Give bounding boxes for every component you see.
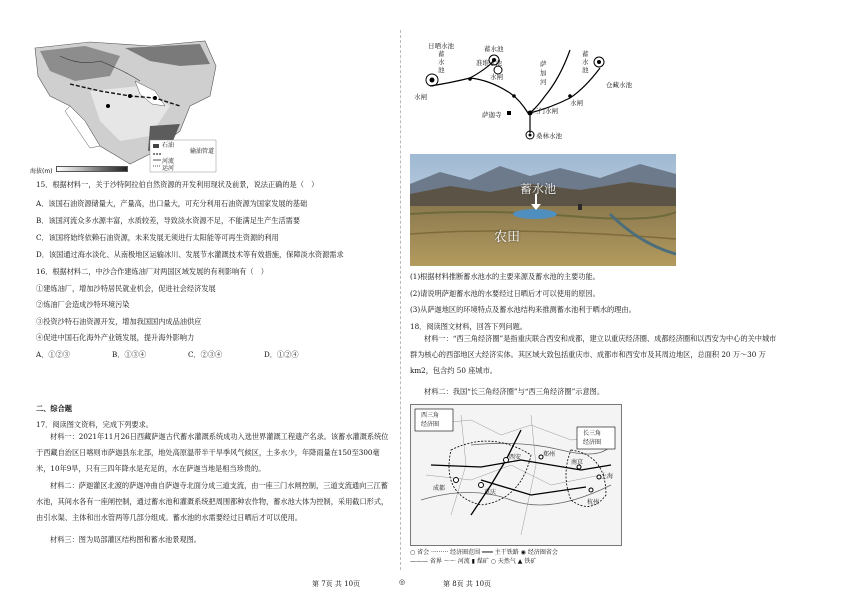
q17-task-1: (1)根据材料推断蓄水池水的主要来源及蓄水池的主要功能。 bbox=[410, 272, 600, 281]
reservoir-photo bbox=[410, 154, 676, 266]
legend-river: 河流 bbox=[162, 158, 175, 165]
label-gate-2: 水闸 bbox=[490, 73, 503, 81]
label-storage-pool-vertical: 蓄 水 池 bbox=[438, 50, 445, 74]
label-storage-pool: 蓄水池 bbox=[484, 45, 504, 53]
q17-task-3: (3)从萨迦地区的环境特点及蓄水池结构来推测蓄水池利于晒水的理由。 bbox=[410, 305, 636, 314]
label-gate-1: 水闸 bbox=[414, 93, 427, 101]
box-yangtze-triangle: 长三角 经济圈 bbox=[583, 430, 602, 446]
page-number-left: 第 7页 共 10页 bbox=[312, 580, 361, 588]
q17-task-2: (2)请说明萨迦蓄水池的水要经过日晒后才可以使用的原因。 bbox=[410, 289, 600, 298]
q17-stem: 17．阅读图文资料，完成下列要求。 bbox=[36, 420, 153, 429]
q16-option-c: C．②③④ bbox=[188, 350, 223, 359]
label-storage-pool-right: 蓄 水 池 bbox=[582, 50, 589, 74]
q17-material-1: 材料一：2021年11月26日西藏萨迦古代蓄水灌溉系统成功入选世界灌溉工程遗产名录。该蓄水灌溉系统位于西藏自治区日喀则市萨迦县东北部，地处高原温带半干旱季风气候区，土多水少，年降雨量在150至300毫米，10年9旱，只有三四年降水是充足的，水在萨迦当地是相当珍贵的。 bbox=[36, 432, 389, 473]
city-chongqing: 重庆 bbox=[484, 489, 497, 496]
q16-option-a: A．①②③ bbox=[36, 350, 70, 359]
q18-material-2: 材料二：我国“长三角经济圈”与“西三角经济圈”示意图。 bbox=[424, 387, 605, 396]
q16-item-4: ④促进中国石化海外产业链发展，提升海外影响力 bbox=[36, 333, 195, 342]
q15-option-d: D．该国通过海水淡化、从南极地区运输冰川、发展节水灌溉技术等有效措施，保障淡水资源需求 bbox=[36, 250, 344, 259]
label-gate-3: 水闸 bbox=[570, 99, 583, 107]
q16-item-3: ③投资沙特石油资源开发，增加我国国内成品油供应 bbox=[36, 317, 202, 326]
photo-label-pool: 蓄水池 bbox=[520, 182, 557, 196]
q16-stem: 16．根据材料二，中沙合作建炼油厂对两国区域发展的有利影响有（ ） bbox=[36, 267, 268, 276]
center-mark: ◎ bbox=[399, 578, 406, 586]
economic-zone-map bbox=[410, 404, 622, 546]
city-chengdu: 成都 bbox=[433, 485, 446, 492]
q17-material-3: 材料三：图为局部灌区结构图和蓄水池景观图。 bbox=[50, 535, 201, 544]
box-west-triangle: 西三角 经济圈 bbox=[421, 412, 440, 428]
elevation-scale bbox=[30, 163, 140, 175]
q15-option-b: B．该国河流众多水源丰富，水质较差，导致淡水资源不足，不能满足生产生活需要 bbox=[36, 216, 301, 225]
legend-oil: 石油 bbox=[162, 142, 175, 149]
label-sanmen-gate: 三门水闸 bbox=[532, 107, 558, 115]
legend-pipeline: 输油管道 bbox=[190, 148, 215, 155]
q15-option-a: A．该国石油资源储量大，产量高，出口量大，可充分利用石油资源为国家发展的基础 bbox=[36, 199, 308, 208]
city-zhengzhou: 郑州 bbox=[543, 451, 556, 458]
label-sanglin-pool: 桑林水池 bbox=[536, 132, 562, 140]
q16-option-d: D．①②④ bbox=[264, 350, 299, 359]
label-sajia-temple: 萨迦寺 bbox=[482, 111, 502, 119]
q16-item-1: ①建炼油厂，增加沙特居民就业机会，促进社会经济发展 bbox=[36, 284, 216, 293]
q15-stem: 15．根据材料一，关于沙特阿拉伯自然资源的开发利用现状及前景，说法正确的是（ ） bbox=[36, 180, 319, 189]
elevation-label: 海拔(m) bbox=[30, 168, 53, 175]
map2-legend-row1: ○ 省会 ········· 经济圈范围 ━━━ 主干铁路 ◉ 经济圈省会 bbox=[410, 549, 558, 556]
q15-option-c: C．该国将始终依赖石油资源，未来发展无须进行太阳能等可再生资源的利用 bbox=[36, 233, 279, 242]
saudi-map bbox=[30, 36, 220, 176]
label-rishai-pool: 日晒水池 bbox=[428, 42, 454, 50]
section-heading: 二、综合题 bbox=[36, 404, 72, 413]
city-shanghai: 上海 bbox=[601, 473, 614, 480]
city-hangzhou: 杭州 bbox=[587, 499, 600, 506]
page-number-right: 第 8页 共 10页 bbox=[443, 580, 492, 588]
map2-legend-row2: ——— 省界 ～～ 河流 ▮ 煤矿 ○ 天然气 ▲ 铁矿 bbox=[410, 558, 537, 565]
q18-material-1: 材料一：“西三角经济圈”是指重庆联合西安和成都，建立以重庆经济圈、成都经济圈和以西安为中心的关中城市群为核心的西部地区大经济实体。其区域大致包括重庆市、成都市和西安市及其周边地区，总面积 20 万～30 万 km2，包含约 50 座城市。 bbox=[410, 334, 777, 375]
q16-option-b: B．①③④ bbox=[112, 350, 147, 359]
q17-material-2: 材料二：萨迦灌区北渡的萨迦冲曲自萨迦寺北面分成三道支流，由一座三门水闸控制，三道支流通向三江蓄水池，其间水各有一座闸控制，通过蓄水池和灌溉系统把周围都种农作物，蓄水池大体为控制，采用截口形式，由引水渠、主体和出水管两等几部分组成。蓄水池的水需要经过日晒后才可以使用。 bbox=[36, 481, 389, 522]
label-cangcheng-pool: 仓藏水池 bbox=[606, 81, 632, 89]
q16-item-2: ②炼油厂会造成沙特环境污染 bbox=[36, 300, 130, 309]
city-xian: 西安 bbox=[509, 454, 522, 461]
city-nanjing: 南京 bbox=[571, 459, 584, 466]
page-divider bbox=[400, 30, 401, 570]
q18-stem: 18．阅读图文材料，回答下列问题。 bbox=[410, 322, 527, 331]
label-sajia-river: 萨 加 河 bbox=[540, 60, 547, 86]
label-zhunwei-pool: 准堆水池 bbox=[476, 59, 502, 67]
photo-label-field: 农田 bbox=[494, 230, 521, 245]
legend-canal: 运河 bbox=[162, 165, 175, 172]
irrigation-schematic bbox=[410, 38, 660, 148]
